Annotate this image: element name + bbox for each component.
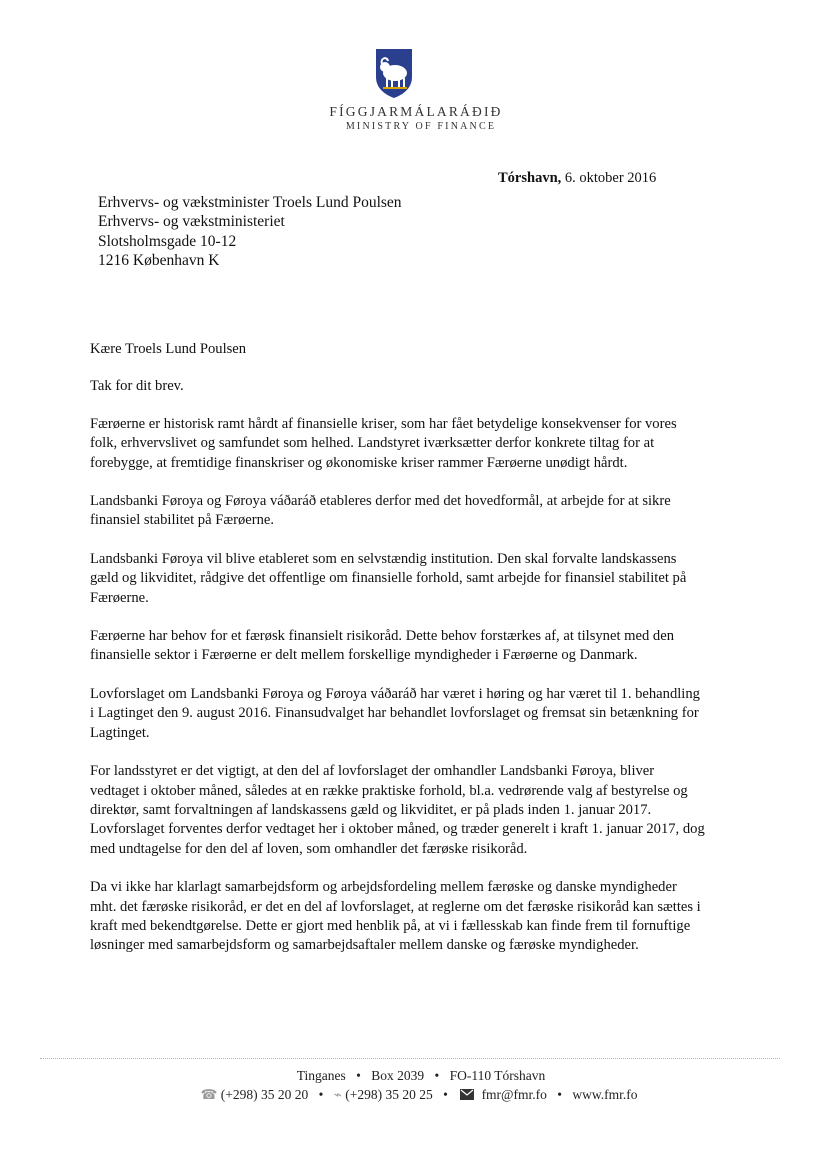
paragraph: Færøerne har behov for et færøsk finansielt risikoråd. Dette behov forstærkes af, at tilsynet med den finansielle sektor i Færøerne er delt mellem forskellige myndigheder i Færøerne og Danmark. (90, 628, 674, 664)
bullet-separator: • (434, 1068, 440, 1083)
footer-fax: (+298) 35 20 25 (345, 1087, 433, 1102)
email-icon (460, 1089, 474, 1100)
organization-name-english: MINISTRY OF FINANCE (345, 121, 497, 132)
footer-divider (40, 1058, 780, 1059)
organization-name: FÍGGJARMÁLARÁÐIÐ (329, 104, 503, 119)
date-value: 6. oktober 2016 (564, 170, 657, 186)
paragraph: For landsstyret er det vigtigt, at den del af lovforslaget der omhandler Landsbanki Føroya, bliver vedtaget i oktober måned, således at en række praktiske forhold, bl.a. vedrørende valg af bestyrelse og direktør, samt forvaltningen af landskassens gæld og likviditet, er på plads inden 1. januar 2017. Lovforslaget forventes derfor vedtaget her i oktober måned, og træder generelt i kraft 1. januar 2017, dog med undtagelse for den del af loven, som omhandler det færøske risikoråd. (90, 763, 705, 857)
footer-website[interactable]: www.fmr.fo (572, 1087, 638, 1102)
paragraph: Landsbanki Føroya vil blive etableret som en selvstændig institution. Den skal forvalte landskassens gæld og likviditet, rådgive det offentlige om finansielle forhold, samt arbejde for finansiel stabilitet på Færøerne. (90, 550, 687, 606)
bullet-separator: • (318, 1087, 324, 1102)
date-place: Tórshavn, (498, 170, 562, 186)
letter-body (90, 340, 705, 975)
footer-address-part: Box 2039 (371, 1068, 425, 1083)
date-line (498, 170, 656, 187)
footer-contact (0, 1087, 828, 1103)
recipient-line: 1216 København K (98, 251, 220, 269)
salutation: Kære Troels Lund Poulsen (90, 341, 247, 357)
bullet-separator: • (356, 1068, 361, 1083)
footer-address (0, 1068, 828, 1084)
footer-address-part: Tinganes (296, 1068, 346, 1083)
bullet-separator: • (557, 1087, 562, 1102)
footer-email[interactable]: fmr@fmr.fo (481, 1087, 547, 1102)
recipient-line: Slotsholmsgade 10-12 (98, 232, 237, 250)
recipient-line: Erhvervs- og vækstministeriet (98, 213, 285, 231)
footer-phone: (+298) 35 20 20 (220, 1087, 309, 1102)
recipient-line: Erhvervs- og vækstminister Troels Lund Poulsen (98, 194, 402, 211)
footer-address-part: FO-110 Tórshavn (449, 1068, 546, 1083)
phone-icon: ☎ (200, 1087, 218, 1102)
coat-of-arms-ram-logo (374, 47, 414, 99)
recipient-address (98, 193, 402, 270)
bullet-separator: • (443, 1087, 448, 1102)
paragraph: Tak for dit brev. (90, 378, 184, 395)
paragraph: Færøerne er historisk ramt hårdt af finansielle kriser, som har fået betydelige konsekvenser for vores folk, erhvervslivet og samfundet som helhed. Landstyret iværksætter derfor konkrete tiltag for at forebygge, at fremtidige finanskriser og økonomiske kriser rammer Færøerne unødigt hårdt. (90, 415, 677, 471)
paragraph: Lovforslaget om Landsbanki Føroya og Føroya váðaráð har været i høring og har været til 1. behandling i Lagtinget den 9. august 2016. Finansudvalget har behandlet lovforslaget og fremsat sin betænkning for Lagtinget. (90, 685, 700, 741)
fax-icon: ⌁ (333, 1087, 342, 1102)
paragraph: Landsbanki Føroya og Føroya váðaráð etableres derfor med det hovedformål, at arbejde for at sikre finansiel stabilitet på Færøerne. (90, 493, 671, 529)
paragraph: Da vi ikke har klarlagt samarbejdsform og arbejdsfordeling mellem færøske og danske myndigheder mht. det færøske risikoråd, er det en del af lovforslaget, at reglerne om det færøske risikoråd kan sættes i kraft med bekendtgørelse. Dette er gjort med henblik på, at vi i fællesskab kan finde frem til fornuftige løsninger med samarbejdsform og samarbejdsaftaler mellem danske og færøske myndigheder. (90, 879, 701, 954)
